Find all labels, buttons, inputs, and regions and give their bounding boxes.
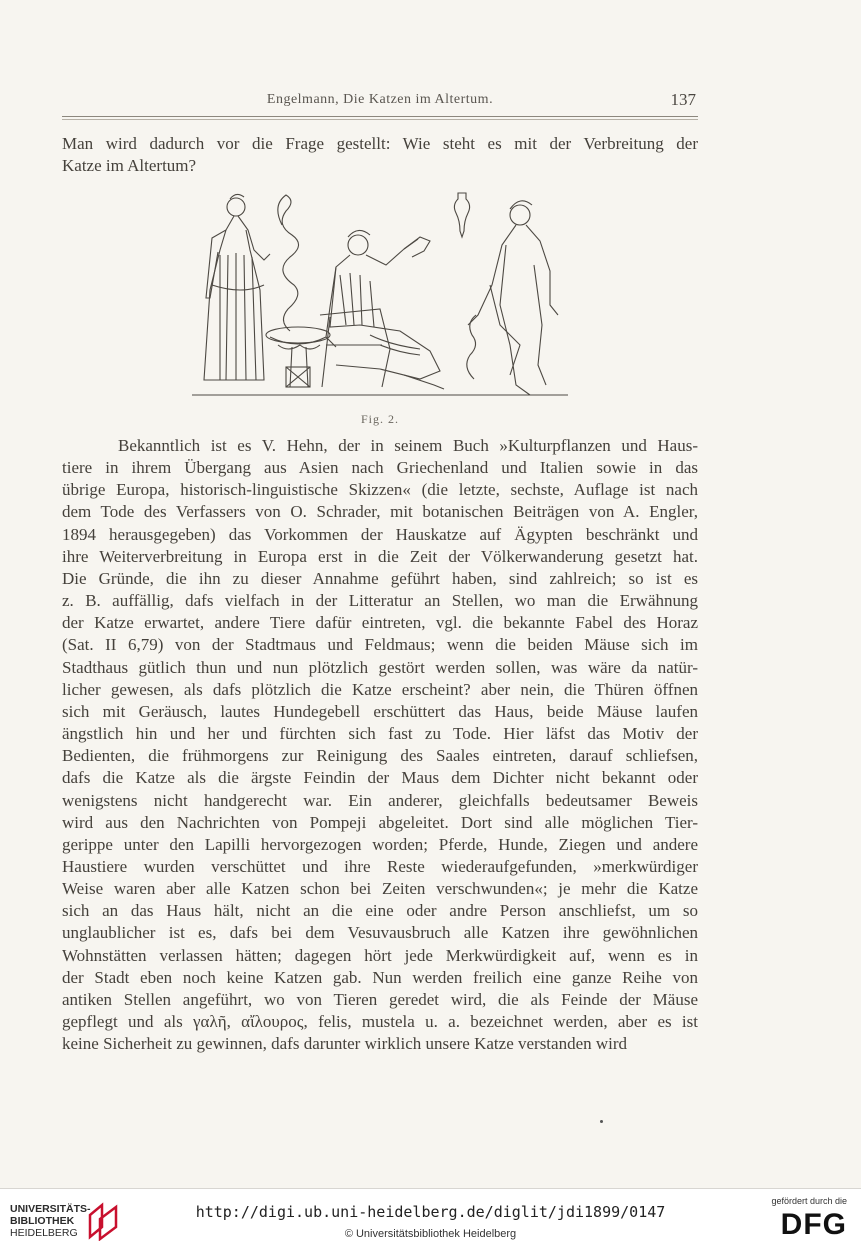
- intro-paragraph: [62, 133, 698, 177]
- header-rule: [62, 116, 698, 117]
- permalink-url[interactable]: http://digi.ub.uni-heidelberg.de/diglit/jdi1899/0147: [195, 1203, 666, 1221]
- hanging-vessel-drawing: [454, 193, 469, 237]
- running-title: Engelmann, Die Katzen im Altertum.: [266, 92, 494, 107]
- text-line: Weise waren aber alle Katzen schon bei Zeiten verschwunden«; je mehr die Katze: [62, 879, 698, 899]
- standing-woman-drawing: [204, 194, 270, 380]
- text-line: wenigstens nicht handgerecht war. Ein anderer, gleichfalls bedeutsamer Beweis: [62, 790, 698, 810]
- figure-caption: Fig. 2.: [360, 412, 399, 426]
- vase-painting-figure: [190, 185, 570, 410]
- text-line: der Katze erwartet, andere Tiere dafür eintreten, vgl. die bekannte Fabel des Horaz: [62, 613, 698, 633]
- text-line: Die Gründe, die ihn zu dieser Annahme geführt haben, sind zahlreich; so ist es: [62, 568, 698, 588]
- library-name-line3: HEIDELBERG: [10, 1227, 78, 1239]
- text-line: ihre Weiterverbreitung in Europa erst in die Zeit der Völkerwanderung gesetzt hat.: [62, 546, 698, 566]
- text-line: z. B. auffällig, dafs vielfach in der Litteratur an Stellen, wo man die Erwähnung: [62, 591, 698, 611]
- page-number: 137: [670, 90, 696, 109]
- text-line: Bedienten, die frühmorgens zur Reinigung des Saales eintreten, darauf schliefsen,: [62, 746, 698, 766]
- text-line: tiere in ihrem Übergang aus Asien nach Griechenland und Italien sowie in das: [62, 458, 698, 478]
- serpent-drawing: [278, 195, 299, 331]
- text-line: Bekanntlich ist es V. Hehn, der in seinem Buch »Kulturpflanzen und Haus-: [118, 436, 698, 455]
- text-line: ängstlich hin und her und fürchten sich fast zu Tode. Hier läfst das Motiv der: [62, 724, 698, 744]
- library-name-line2: BIBLIOTHEK: [10, 1215, 75, 1227]
- text-line: gepflegt und als γαλῆ, αἴλουρος, felis, mustela u. a. bezeichnet werden, aber es ist: [62, 1012, 698, 1032]
- text-line: antiken Stellen angeführt, wo von Tieren geredet wird, die als Feinde der Mäuse: [62, 989, 698, 1009]
- copyright-notice: © Universitätsbibliothek Heidelberg: [344, 1228, 517, 1240]
- text-line: keine Sicherheit zu gewinnen, dafs darunter wirklich unsere Katze verstanden wird: [62, 1034, 628, 1054]
- text-line: dafs die Katze als die ärgste Feindin der Maus dem Dichter nicht bekannt oder: [62, 768, 698, 788]
- funding-note: gefördert durch die: [771, 1196, 847, 1206]
- text-line: Haustiere wurden verschüttet und ihre Reste wiederaufgefunden, »merkwürdiger: [62, 856, 698, 876]
- text-line: Stadthaus gütlich thun und nun plötzlich gestört werden sollen, was wäre da natür-: [62, 657, 698, 677]
- text-line: der Stadt eben noch keine Katzen gab. Nun werden freilich eine ganze Reihe von: [62, 967, 698, 987]
- text-line: Man wird dadurch vor die Frage gestellt: Wie steht es mit der Verbreitung der: [62, 134, 698, 153]
- body-paragraph: [62, 435, 698, 1055]
- dfg-logo[interactable]: DFG: [780, 1208, 847, 1241]
- text-line: übrige Europa, historisch-linguistische Skizzen« (die letzte, sechste, Auflage ist nach: [62, 480, 698, 500]
- standing-youth-drawing: [467, 201, 558, 395]
- text-line: wird aus den Nachrichten von Pompeji abgeleitet. Dort sind alle möglichen Tier-: [62, 812, 698, 832]
- ink-speck: [600, 1120, 603, 1123]
- text-line: unglaublicher ist es, dafs bei dem Vesuvausbruch alle Katzen ihre gewöhnlichen: [62, 923, 698, 943]
- altar-drawing: [266, 327, 330, 387]
- text-line: sich mit Geräusch, lautes Hundegebell erschüttert das Haus, beide Mäuse laufen: [62, 701, 698, 721]
- text-line: licher gewesen, als dafs plötzlich die Katze erscheint? aber nein, die Thüren öffnen: [62, 679, 698, 699]
- header-rule-secondary: [62, 119, 698, 120]
- library-name-line1: UNIVERSITÄTS-: [10, 1203, 91, 1215]
- text-line: Wohnstätten verlassen hätten; dagegen hört jede Merkwürdigkeit auf, wenn es in: [62, 945, 698, 965]
- text-line: Katze im Altertum?: [62, 156, 197, 175]
- viewer-footer: [0, 1188, 861, 1250]
- text-line: (Sat. II 6,79) von der Stadtmaus und Feldmaus; wenn die beiden Mäuse sich im: [62, 635, 698, 655]
- text-line: sich an das Haus hält, nicht an die eine oder andre Person anschliefst, um so: [62, 901, 698, 921]
- seated-woman-drawing: [320, 230, 444, 389]
- text-line: gerippe unter den Lapilli hervorgezogen worden; Pferde, Hunde, Ziegen und andere: [62, 834, 698, 854]
- text-line: dem Tode des Verfassers von O. Schrader, mit botanischen Beiträgen von A. Engler,: [62, 502, 698, 522]
- text-line: 1894 herausgegeben) das Vorkommen der Hauskatze auf Ägypten beschränkt und: [62, 524, 698, 544]
- running-head: [62, 88, 698, 118]
